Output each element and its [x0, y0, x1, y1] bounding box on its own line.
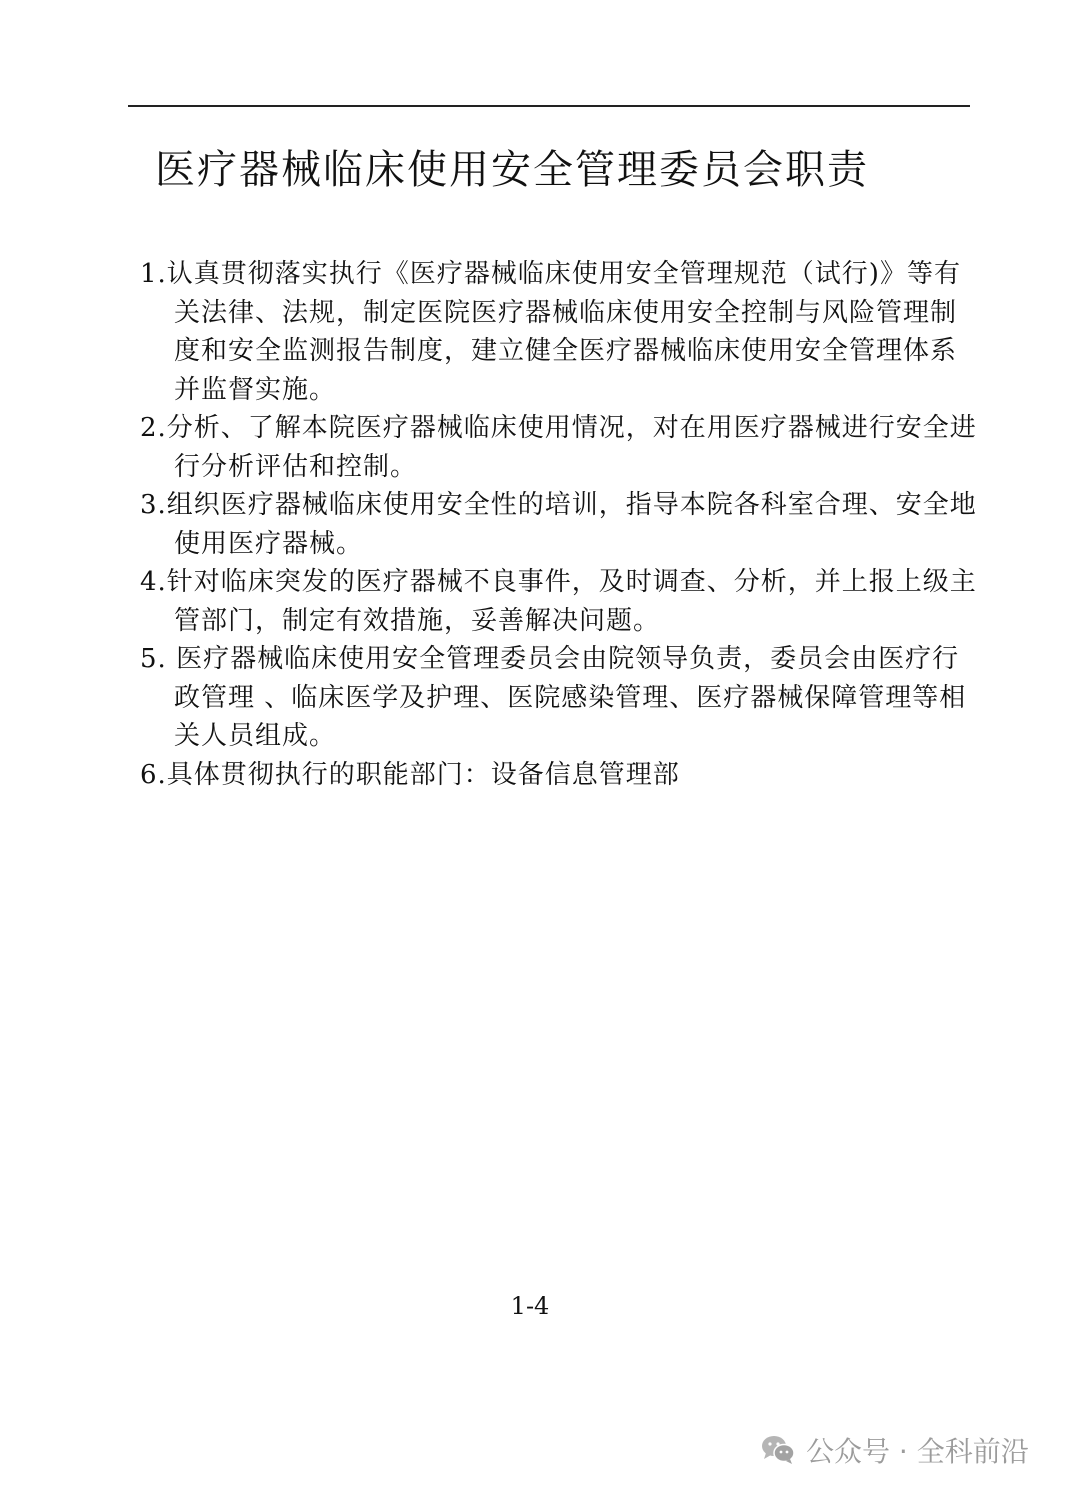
duty-item-6: 6.具体贯彻执行的职能部门：设备信息管理部 — [140, 759, 680, 790]
duty-item-3: 3.组织医疗器械临床使用安全性的培训，指导本院各科室合理、安全地使用医疗器械。 — [140, 490, 977, 559]
duty-list — [140, 255, 980, 794]
duty-item-1: 1.认真贯彻落实执行《医疗器械临床使用安全管理规范（试行)》等有关法律、法规，制定医院医疗器械临床使用安全控制与风险管理制度和安全监测报告制度，建立健全医疗器械临床使用安全管理体系并监督实施。 — [140, 259, 961, 405]
duty-item-4: 4.针对临床突发的医疗器械不良事件，及时调查、分析，并上报上级主管部门，制定有效措施，妥善解决问题。 — [140, 567, 977, 636]
header-rule — [128, 105, 970, 107]
page-number: 1-4 — [510, 1292, 550, 1320]
duty-item-2: 2.分析、了解本院医疗器械临床使用情况，对在用医疗器械进行安全进行分析评估和控制。 — [140, 413, 977, 482]
watermark — [760, 1428, 1029, 1472]
document-title: 医疗器械临床使用安全管理委员会职责 — [155, 147, 869, 193]
wechat-icon — [760, 1434, 796, 1466]
duty-item-5: 5. 医疗器械临床使用安全管理委员会由院领导负责，委员会由医疗行政管理 、临床医学及护理、医院感染管理、医疗器械保障管理等相关人员组成。 — [140, 644, 967, 751]
watermark-text: 公众号 · 全科前沿 — [806, 1435, 1029, 1468]
